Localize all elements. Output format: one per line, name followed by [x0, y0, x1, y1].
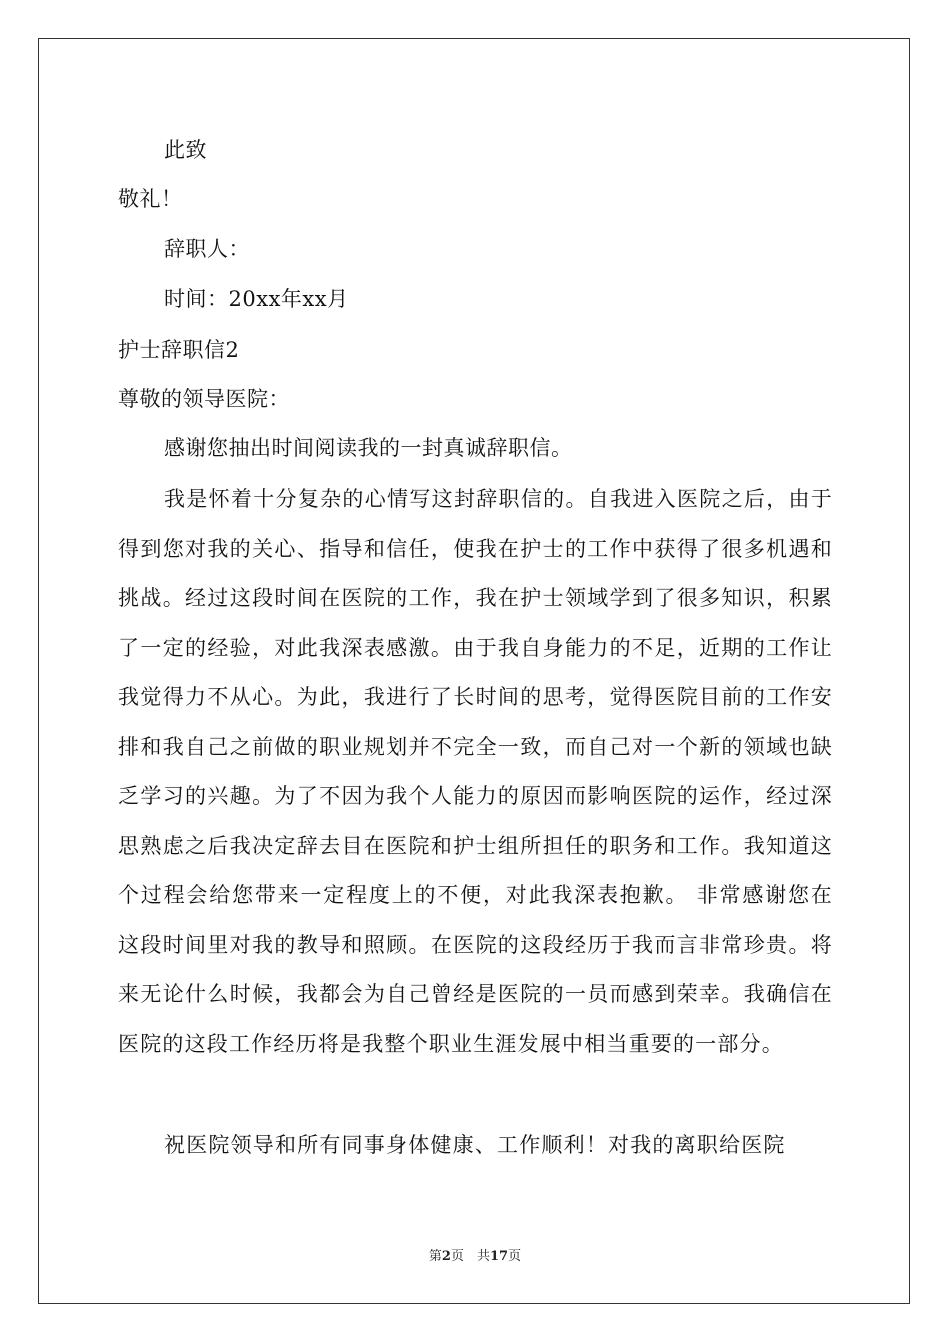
letter-heading: 护士辞职信2	[118, 338, 240, 362]
signer-line: 辞职人：	[164, 237, 250, 261]
footer-page-current: 2	[441, 1249, 451, 1264]
wishes-paragraph: 祝医院领导和所有同事身体健康、工作顺利！对我的离职给医院	[164, 1133, 786, 1157]
salutation: 尊敬的领导医院：	[118, 387, 290, 411]
footer-page-total: 17	[489, 1249, 509, 1264]
body-paragraph: 我是怀着十分复杂的心情写这封辞职信的。自我进入医院之后，由于得到您对我的关心、指导和信任，使我在护士的工作中获得了很多机遇和挑战。经过这段时间在医院的工作，我在护士领域学到了很多知识，积累了一定的经验，对此我深表感激。由于我自身能力的不足，近期的工作让我觉得力不从心。为此，我进行了长时间的思考，觉得医院目前的工作安排和我自己之前做的职业规划并不完全一致，而自己对一个新的领域也缺乏学习的兴趣。为了不因为我个人能力的原因而影响医院的运作，经过深思熟虑之后我决定辞去目在医院和护士组所担任的职务和工作。我知道这个过程会给您带来一定程度上的不便，对此我深表抱歉。 非常感谢您在这段时间里对我的教导和照顾。在医院的这段经历于我而言非常珍贵。将来无论什么时候，我都会为自己曾经是医院的一员而感到荣幸。我确信在医院的这段工作经历将是我整个职业生涯发展中相当重要的一部分。	[118, 487, 833, 1056]
date-line: 时间：20xx年xx月	[164, 287, 349, 311]
footer-suffix: 页	[508, 1249, 522, 1264]
page-footer	[0, 1248, 950, 1266]
footer-prefix: 第	[428, 1249, 442, 1264]
footer-mid: 页 共	[450, 1249, 490, 1264]
closing-line-1: 此致	[164, 138, 207, 162]
closing-line-2: 敬礼！	[118, 187, 183, 211]
intro-paragraph: 感谢您抽出时间阅读我的一封真诚辞职信。	[164, 436, 573, 460]
